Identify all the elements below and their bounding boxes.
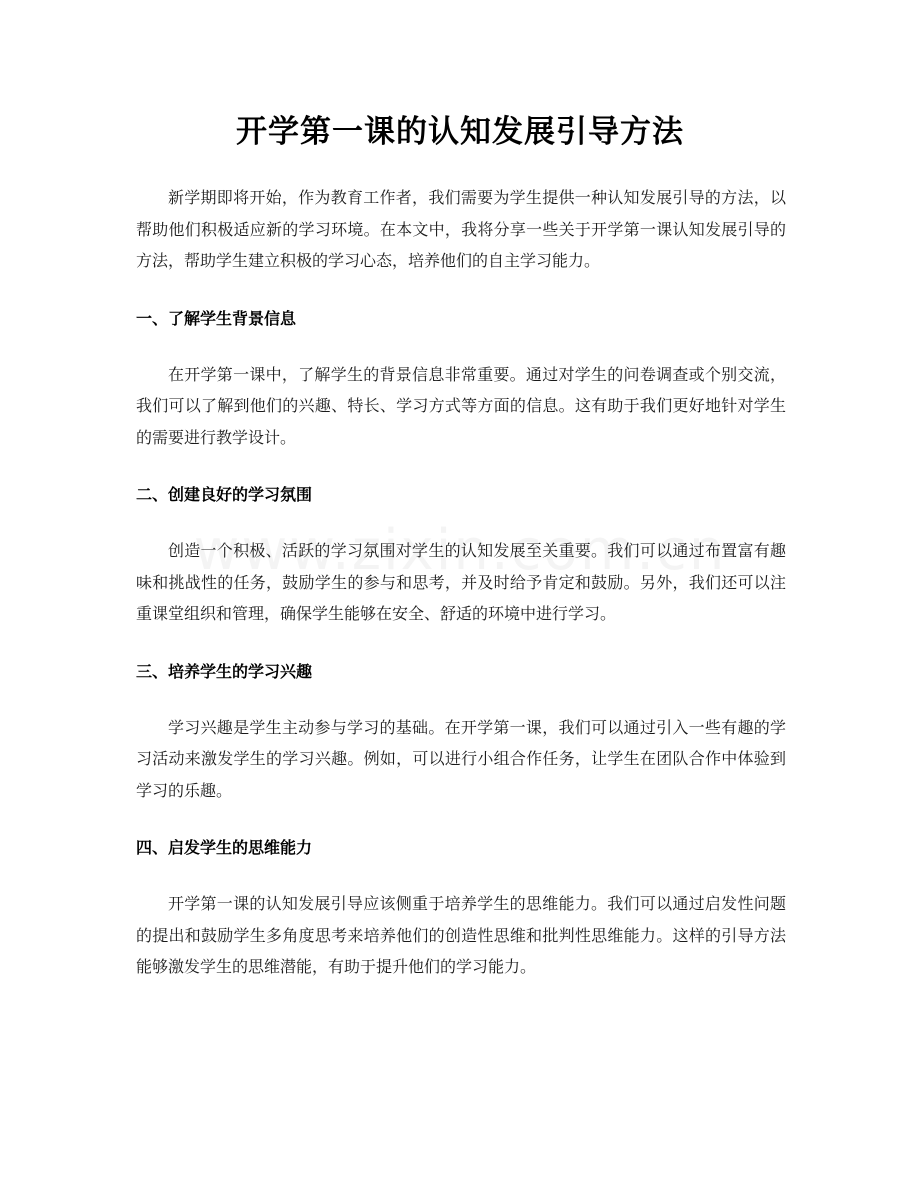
document-title: 开学第一课的认知发展引导方法 — [236, 114, 684, 150]
section-heading-3: 三、培养学生的学习兴趣 — [136, 661, 313, 681]
section-paragraph-4: 开学第一课的认知发展引导应该侧重于培养学生的思维能力。我们可以通过启发性问题的提出和鼓励学生多角度思考来培养他们的创造性思维和批判性思维能力。这样的引导方法能够激发学生的思维潜能，有助于提升他们的学习能力。 — [136, 894, 786, 976]
section-heading-2: 二、创建良好的学习氛围 — [136, 485, 313, 504]
intro-paragraph: 新学期即将开始，作为教育工作者，我们需要为学生提供一种认知发展引导的方法，以帮助他们积极适应新的学习环境。在本文中，我将分享一些关于开学第一课认知发展引导的方法，帮助学生建立积极的学习心态，培养他们的自主学习能力。 — [136, 188, 786, 270]
section-paragraph-1: 在开学第一课中，了解学生的背景信息非常重要。通过对学生的问卷调查或个别交流，我们可以了解到他们的兴趣、特长、学习方式等方面的信息。这有助于我们更好地针对学生的需要进行教学设计。 — [136, 364, 786, 447]
section-paragraph-3: 学习兴趣是学生主动参与学习的基础。在开学第一课，我们可以通过引入一些有趣的学习活动来激发学生的学习兴趣。例如，可以进行小组合作任务，让学生在团队合作中体验到学习的乐趣。 — [136, 717, 786, 800]
section-paragraph-2: 创造一个积极、活跃的学习氛围对学生的认知发展至关重要。我们可以通过布置富有趣味和挑战性的任务，鼓励学生的参与和思考，并及时给予肯定和鼓励。另外，我们还可以注重课堂组织和管理，确保学生能够在安全、舒适的环境中进行学习。 — [136, 541, 786, 623]
document-body — [136, 182, 786, 983]
section-heading-1: 一、了解学生背景信息 — [136, 308, 297, 328]
section-heading-4: 四、启发学生的思维能力 — [136, 838, 313, 857]
